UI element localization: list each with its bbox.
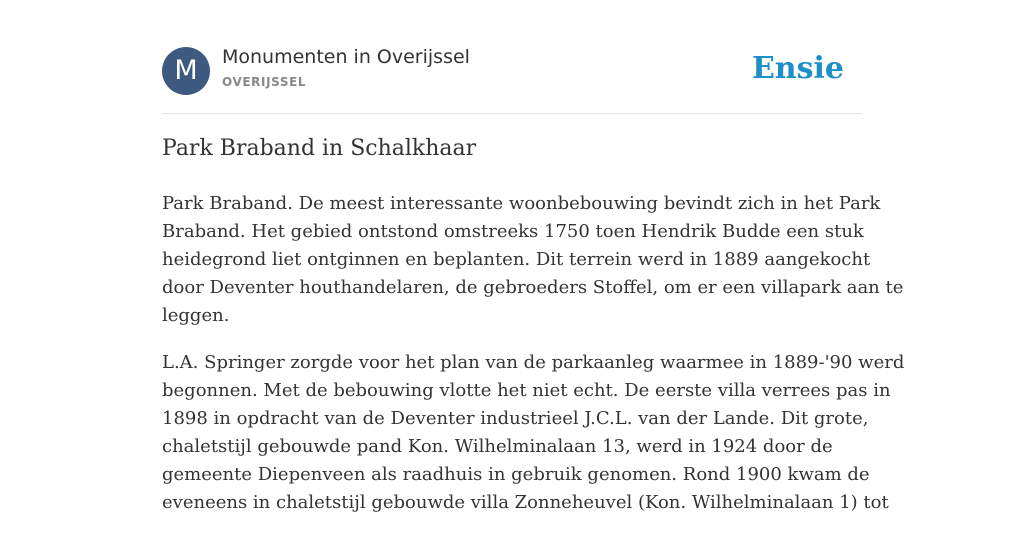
paragraph-line: gemeente Diepenveen als raadhuis in gebruik genomen. Rond 1900 kwam de xyxy=(162,464,870,485)
collection-title[interactable]: Monumenten in Overijssel xyxy=(222,46,470,68)
paragraph-line: begonnen. Met de bebouwing vlotte het niet echt. De eerste villa verrees pas in xyxy=(162,380,891,401)
paragraph-line: chaletstijl gebouwde pand Kon. Wilhelminalaan 13, werd in 1924 door de xyxy=(162,436,833,457)
paragraph-line: eveneens in chaletstijl gebouwde villa Zonneheuvel (Kon. Wilhelminalaan 1) tot xyxy=(162,492,889,513)
page-container xyxy=(162,0,905,513)
paragraph-line: Braband. Het gebied ontstond omstreeks 1750 toen Hendrik Budde een stuk xyxy=(162,221,864,242)
paragraph-line: 1898 in opdracht van de Deventer industrieel J.C.L. van der Lande. Dit grote, xyxy=(162,408,869,429)
paragraph-line: door Deventer houthandelaren, de gebroeders Stoffel, om er een villapark aan te xyxy=(162,277,904,298)
paragraph-line: L.A. Springer zorgde voor het plan van de parkaanleg waarmee in 1889-'90 werd xyxy=(162,352,905,373)
paragraph-2 xyxy=(162,349,905,517)
brand-logo[interactable]: Ensie xyxy=(751,51,844,86)
avatar[interactable]: M xyxy=(162,47,210,95)
article-title: Park Braband in Schalkhaar xyxy=(162,136,477,161)
article-body xyxy=(162,190,905,536)
header xyxy=(162,0,862,114)
collection-subtitle[interactable]: OVERIJSSEL xyxy=(222,75,307,89)
paragraph-line: Park Braband. De meest interessante woonbebouwing bevindt zich in het Park xyxy=(162,193,881,214)
paragraph-line: heidegrond liet ontginnen en beplanten. Dit terrein werd in 1889 aangekocht xyxy=(162,249,871,270)
paragraph-1 xyxy=(162,190,904,330)
paragraph-line: leggen. xyxy=(162,305,230,326)
